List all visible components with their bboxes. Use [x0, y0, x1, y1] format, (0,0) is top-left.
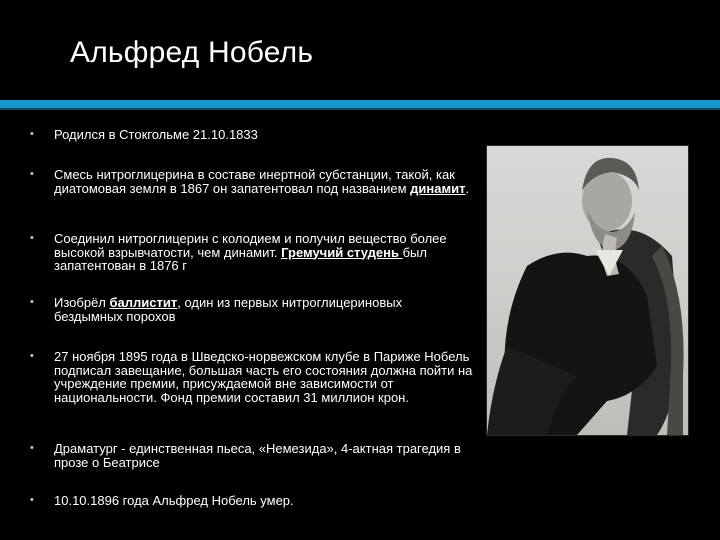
- bullet-text-run: .: [465, 180, 470, 196]
- bullet-dot-icon: •: [30, 232, 34, 244]
- bullet-dot-icon: •: [30, 442, 34, 454]
- bullet-text-run: Родился в Стокгольме 21.10.1833: [54, 127, 258, 142]
- bullet-dot-icon: •: [30, 128, 34, 140]
- bullet-text-run: Изобрёл: [54, 295, 110, 310]
- bullet-text-run: Соединил нитроглицерин с колодием и получил вещество более высокой взрывчатости, чем динамит.: [54, 231, 447, 260]
- bullet-text: [54, 494, 474, 508]
- slide-title: Альфред Нобель: [70, 36, 314, 69]
- bullet-text-run: , один из первых нитроглицериновых бездымных порохов: [54, 295, 403, 324]
- bullet-text-run: Драматург - единственная пьеса, «Немезида», 4-актная трагедия в прозе о Беатрисе: [54, 441, 461, 470]
- bullet-dot-icon: •: [30, 168, 34, 180]
- bullet-text: [54, 232, 474, 273]
- underlined-term: динамит: [410, 180, 466, 196]
- bullet-text-run: 27 ноября 1895 года в Шведско-норвежском клубе в Париже Нобель подписал завещание, большая часть его состояния должна пойти на учреждение премии, присуждаемой вне зависимости от национальности. Фонд премии составил 31 миллион крон.: [54, 349, 473, 405]
- portrait-photo: [486, 145, 689, 436]
- bullet-text-run: Смесь нитроглицерина в составе инертной субстанции, такой, как диатомовая земля в 1867 он запатентовал под названием: [54, 167, 455, 196]
- title-accent-underline: [0, 108, 720, 110]
- underlined-term: Гремучий студень: [281, 244, 403, 260]
- bullet-text: [54, 350, 474, 404]
- bullet-text: [54, 296, 474, 323]
- bullet-text-run: был запатентован в 1876 г: [54, 244, 427, 273]
- bullet-dot-icon: •: [30, 296, 34, 308]
- title-accent-bar: [0, 100, 720, 108]
- bullet-dot-icon: •: [30, 350, 34, 362]
- bullet-text: [54, 168, 474, 195]
- bullet-dot-icon: •: [30, 494, 34, 506]
- bullet-text-run: 10.10.1896 года Альфред Нобель умер.: [54, 493, 294, 508]
- portrait-illustration: [487, 146, 688, 435]
- bullet-text: [54, 128, 474, 142]
- bullet-text: [54, 442, 474, 469]
- underlined-term: баллистит: [109, 295, 178, 310]
